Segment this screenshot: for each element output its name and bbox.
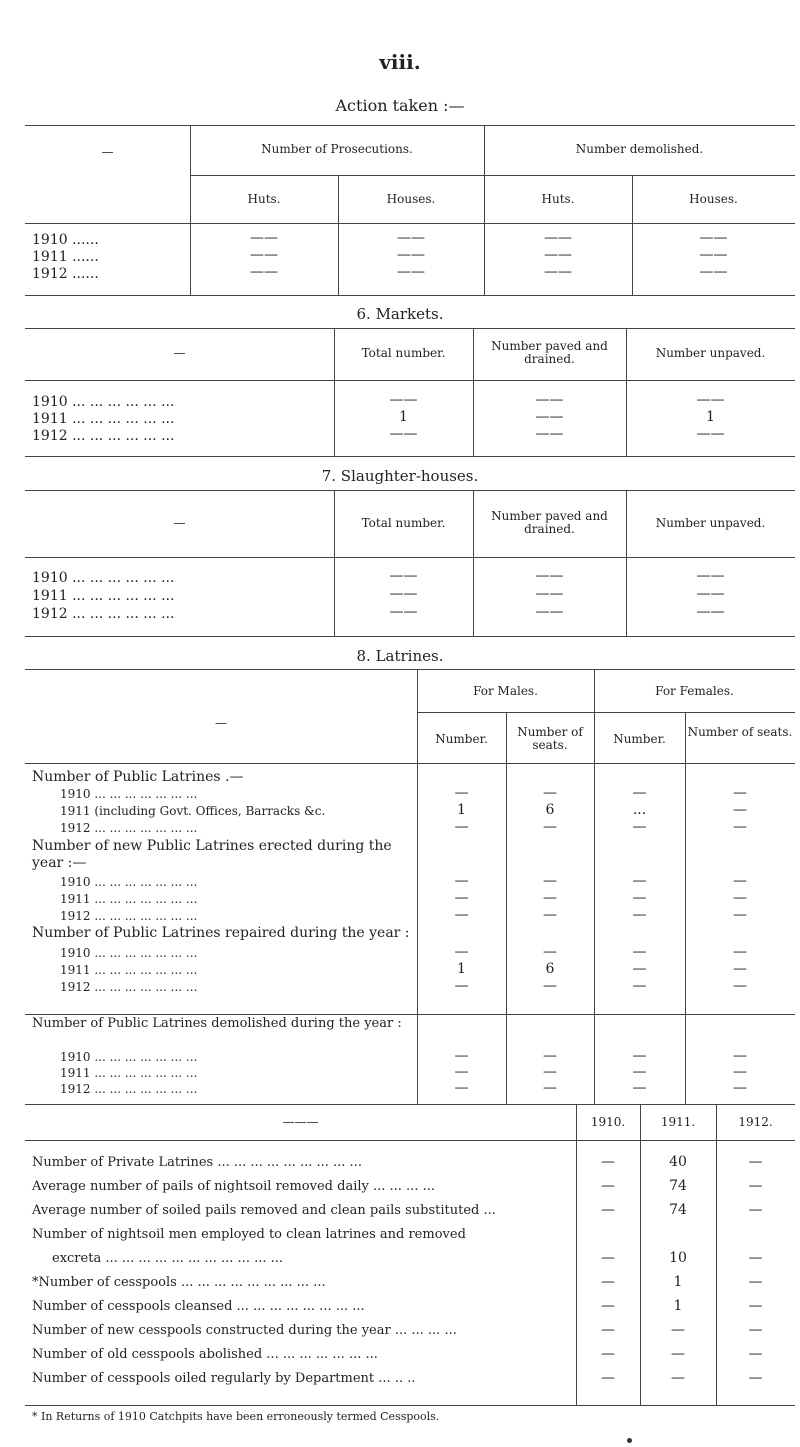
- cell: 10: [669, 1250, 687, 1266]
- row-year: 1911 ... ... ... ... ... ...: [32, 588, 175, 604]
- row-label: 1912 ... ... ... ... ... ... ...: [60, 980, 198, 994]
- cell: —: [748, 1178, 763, 1194]
- cell: —: [632, 961, 647, 977]
- header-blank: —: [101, 145, 114, 159]
- cell: ——: [696, 568, 725, 584]
- cell: 1: [399, 409, 408, 425]
- row-label: 1912 ... ... ... ... ... ... ...: [60, 821, 198, 835]
- header-blank: —: [215, 716, 227, 730]
- row-label: 1910 ... ... ... ... ... ... ...: [60, 787, 198, 801]
- cell: —: [632, 890, 647, 906]
- cell: ——: [397, 247, 425, 263]
- cell: —: [454, 785, 469, 801]
- cell: —: [543, 873, 557, 889]
- header-houses-2: Houses.: [689, 192, 738, 206]
- row-label: 1911 ... ... ... ... ... ... ...: [60, 892, 198, 906]
- cell: —: [543, 890, 557, 906]
- group-heading: Number of new Public Latrines erected during the year :—: [32, 838, 392, 871]
- cell: ——: [535, 568, 564, 584]
- row-label: Number of old cesspools abolished ... ... ... ... ... ... ...: [32, 1347, 378, 1362]
- cell: —: [454, 907, 469, 923]
- markets-title: 6. Markets.: [356, 305, 444, 323]
- cell: —: [748, 1298, 763, 1314]
- cell: —: [632, 1048, 647, 1064]
- cell: —: [543, 1080, 557, 1096]
- cell: ——: [699, 264, 728, 280]
- cell: ——: [696, 392, 725, 408]
- row-year: 1912 ... ... ... ... ... ...: [32, 428, 175, 444]
- row-year: 1910 ......: [32, 232, 99, 248]
- header-total: Total number.: [361, 346, 446, 360]
- row-label: Average number of pails of nightsoil removed daily ... ... ... ...: [32, 1179, 435, 1194]
- cell: —: [748, 1274, 763, 1290]
- cell: ——: [389, 392, 418, 408]
- cell: —: [733, 907, 747, 923]
- header-unpaved: Number unpaved.: [655, 346, 766, 360]
- cell: —: [632, 944, 647, 960]
- cell: —: [748, 1322, 763, 1338]
- cell: —: [632, 907, 647, 923]
- cell: ——: [696, 586, 725, 602]
- cell: —: [748, 1202, 763, 1218]
- row-label: 1911 (including Govt. Offices, Barracks &c.: [60, 804, 326, 818]
- cell: —: [733, 944, 747, 960]
- cell: —: [733, 873, 747, 889]
- header-blank: —: [173, 516, 186, 530]
- cell: —: [671, 1346, 685, 1362]
- row-label: 1911 ... ... ... ... ... ... ...: [60, 963, 198, 977]
- header-huts: Huts.: [247, 192, 281, 206]
- group-heading: Number of Public Latrines repaired during the year :: [32, 925, 410, 941]
- cell: ——: [389, 426, 418, 442]
- cell: —: [454, 944, 469, 960]
- cell: —: [632, 819, 647, 835]
- cell: ——: [699, 247, 728, 263]
- cell: ——: [250, 264, 278, 280]
- header-demolished: Number demolished.: [575, 142, 704, 156]
- cell: ——: [544, 230, 572, 246]
- cell: 1: [706, 409, 715, 425]
- row-year: 1911 ... ... ... ... ... ...: [32, 411, 175, 427]
- cell: ——: [535, 604, 564, 620]
- cell: ——: [389, 568, 418, 584]
- cell: —: [733, 802, 747, 818]
- header-number: Number.: [613, 732, 666, 746]
- row-label: 1911 ... ... ... ... ... ... ...: [60, 1066, 198, 1080]
- row-label: 1910 ... ... ... ... ... ... ...: [60, 875, 198, 889]
- cell: —: [543, 819, 557, 835]
- row-label: Number of nightsoil men employed to clean latrines and removed: [32, 1227, 466, 1242]
- header-for-males: For Males.: [473, 684, 538, 698]
- cell: —: [543, 944, 557, 960]
- cell: 6: [545, 802, 555, 818]
- cell: ——: [250, 230, 278, 246]
- latrines-title: 8. Latrines.: [356, 647, 444, 665]
- row-label: Number of Private Latrines ... ... ... ... ... ... ... ... ...: [32, 1155, 362, 1170]
- cell: —: [454, 1048, 469, 1064]
- cell: —: [601, 1346, 615, 1362]
- row-year: 1910 ... ... ... ... ... ...: [32, 570, 175, 586]
- header-1912: 1912.: [738, 1115, 773, 1129]
- cell: ——: [535, 426, 564, 442]
- row-year: 1912 ......: [32, 266, 99, 282]
- cell: —: [454, 978, 469, 994]
- header-1911: 1911.: [660, 1115, 696, 1129]
- row-label: 1912 ... ... ... ... ... ... ...: [60, 1082, 198, 1096]
- header-prosecutions: Number of Prosecutions.: [261, 142, 413, 156]
- header-paved: Number paved and drained.: [491, 509, 608, 536]
- header-number: Number.: [435, 732, 488, 746]
- cell: —: [632, 785, 647, 801]
- cell: —: [601, 1298, 615, 1314]
- cell: —: [748, 1370, 763, 1386]
- cell: 1: [673, 1298, 683, 1314]
- cell: —: [632, 1080, 647, 1096]
- bullet-mark: [627, 1438, 632, 1443]
- cell: ——: [696, 426, 725, 442]
- footnote: * In Returns of 1910 Catchpits have been erroneously termed Cesspools.: [32, 1410, 440, 1423]
- header-houses: Houses.: [386, 192, 436, 206]
- cell: —: [543, 978, 557, 994]
- cell: —: [601, 1322, 615, 1338]
- cell: —: [601, 1154, 615, 1170]
- cell: ——: [544, 247, 572, 263]
- section-title: Action taken :—: [335, 96, 465, 115]
- cell: —: [543, 1048, 557, 1064]
- cell: —: [733, 1064, 747, 1080]
- cell: 1: [673, 1274, 683, 1290]
- cell: ——: [535, 392, 564, 408]
- cell: ——: [389, 604, 418, 620]
- cell: —: [454, 873, 469, 889]
- cell: 74: [669, 1178, 687, 1194]
- cell: ——: [535, 586, 564, 602]
- cell: —: [733, 1048, 747, 1064]
- cell: ——: [250, 247, 278, 263]
- row-label: Number of new cesspools constructed during the year ... ... ... ...: [32, 1323, 457, 1338]
- header-seats: Number of seats.: [517, 725, 583, 752]
- slaughter-title: 7. Slaughter-houses.: [321, 467, 479, 485]
- cell: —: [748, 1250, 763, 1266]
- header-blank: ———: [282, 1115, 319, 1129]
- cell: —: [601, 1250, 615, 1266]
- cell: ——: [397, 230, 425, 246]
- row-label: Number of cesspools oiled regularly by Department ... .. ..: [32, 1371, 416, 1386]
- cell: —: [543, 785, 557, 801]
- row-year: 1911 ......: [32, 249, 99, 265]
- cell: —: [454, 1064, 469, 1080]
- cell: 6: [545, 961, 555, 977]
- header-huts-2: Huts.: [541, 192, 575, 206]
- cell: —: [454, 890, 469, 906]
- row-year: 1910 ... ... ... ... ... ...: [32, 394, 175, 410]
- cell: —: [733, 819, 747, 835]
- cell: ——: [544, 264, 572, 280]
- cell: ——: [389, 586, 418, 602]
- header-seats: Number of seats.: [687, 725, 793, 739]
- row-label: Average number of soiled pails removed and clean pails substituted ...: [32, 1203, 496, 1218]
- header-total: Total number.: [361, 516, 446, 530]
- row-label: *Number of cesspools ... ... ... ... ... ... ... ... ...: [32, 1275, 326, 1290]
- cell: —: [454, 1080, 469, 1096]
- cell: 1: [457, 802, 466, 818]
- header-unpaved: Number unpaved.: [655, 516, 766, 530]
- cell: ...: [632, 802, 647, 818]
- cell: —: [632, 978, 647, 994]
- cell: —: [601, 1370, 615, 1386]
- header-paved: Number paved and drained.: [491, 339, 608, 366]
- cell: —: [543, 907, 557, 923]
- cell: —: [733, 961, 747, 977]
- row-label: excreta ... ... ... ... ... ... ... ... ... ... ...: [52, 1251, 284, 1266]
- cell: —: [543, 1064, 557, 1080]
- cell: —: [601, 1274, 615, 1290]
- cell: ——: [535, 409, 564, 425]
- cell: 1: [457, 961, 466, 977]
- cell: —: [733, 1080, 747, 1096]
- cell: —: [733, 978, 747, 994]
- header-for-females: For Females.: [655, 684, 734, 698]
- cell: —: [601, 1178, 615, 1194]
- cell: 74: [669, 1202, 687, 1218]
- cell: ——: [699, 230, 728, 246]
- group-heading: Number of Public Latrines .—: [32, 769, 244, 785]
- cell: —: [632, 1064, 647, 1080]
- cell: —: [671, 1322, 685, 1338]
- cell: —: [748, 1154, 763, 1170]
- cell: —: [632, 873, 647, 889]
- row-label: 1910 ... ... ... ... ... ... ...: [60, 1050, 198, 1064]
- group-heading: Number of Public Latrines demolished during the year :: [32, 1016, 402, 1031]
- cell: ——: [397, 264, 425, 280]
- cell: 40: [669, 1154, 687, 1170]
- cell: —: [733, 785, 747, 801]
- cell: —: [601, 1202, 615, 1218]
- row-year: 1912 ... ... ... ... ... ...: [32, 606, 175, 622]
- cell: —: [748, 1346, 763, 1362]
- cell: —: [671, 1370, 685, 1386]
- cell: —: [454, 819, 469, 835]
- cell: —: [733, 890, 747, 906]
- row-label: 1912 ... ... ... ... ... ... ...: [60, 909, 198, 923]
- header-1910: 1910.: [590, 1115, 626, 1129]
- row-label: Number of cesspools cleansed ... ... ... ... ... ... ... ...: [32, 1299, 365, 1314]
- header-blank: —: [173, 346, 186, 360]
- page-number: viii.: [379, 50, 421, 74]
- cell: ——: [696, 604, 725, 620]
- row-label: 1910 ... ... ... ... ... ... ...: [60, 946, 198, 960]
